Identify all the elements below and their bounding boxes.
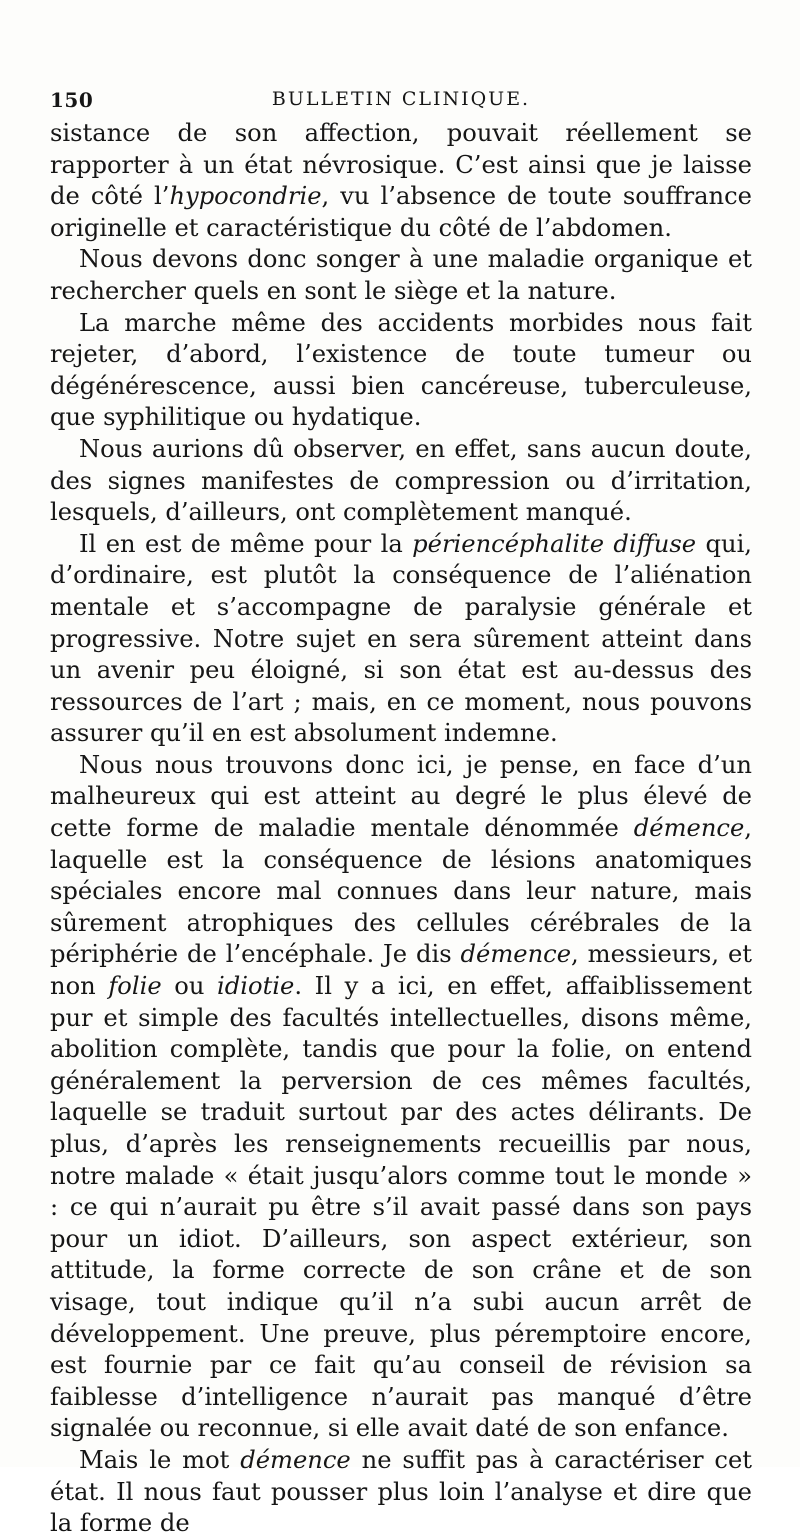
paragraph bbox=[50, 244, 752, 307]
paragraph bbox=[50, 1445, 752, 1540]
paragraph bbox=[50, 118, 752, 244]
paragraph-text: qui, d’ordinaire, est plutôt la conséquence de l’aliénation mentale et s’accompagne de paralysie générale et progressive. Notre sujet en sera sûrement atteint dans un avenir peu éloigné, si son état est au-dessus des ressources de l’art ; mais, en ce moment, nous pouvons assurer qu’il en est absolument indemne. bbox=[50, 529, 752, 748]
paragraph-text: Nous nous trouvons donc ici, je pense, en face d’un malheureux qui est atteint au degré le plus élevé de cette forme de maladie mentale dénommée bbox=[50, 750, 752, 843]
paragraph-text: Nous aurions dû observer, en effet, sans aucun doute, des signes manifestes de compression ou d’irritation, lesquels, d’ailleurs, ont complètement manqué. bbox=[50, 434, 752, 527]
running-title: BULLETIN CLINIQUE. bbox=[271, 88, 531, 110]
page-header bbox=[50, 88, 752, 114]
emphasized-term: hypocondrie bbox=[169, 182, 322, 211]
emphasized-term: démence bbox=[460, 940, 572, 969]
paragraph-text: Nous devons donc songer à une maladie organique et rechercher quels en sont le siège et la nature. bbox=[50, 245, 752, 305]
emphasized-term: démence bbox=[633, 814, 745, 843]
body-text bbox=[50, 118, 752, 1540]
paragraph-text: La marche même des accidents morbides nous fait rejeter, d’abord, l’existence de toute tumeur ou dégénérescence, aussi bien cancéreuse, tuberculeuse, que syphilitique ou hydatique. bbox=[50, 308, 752, 432]
paragraph-text: , laquelle est la conséquence de lésions anatomiques spéciales encore mal connues dans leur nature, mais sûrement atrophiques des cellules cérébrales de la périphérie de l’encéphale. Je dis bbox=[50, 814, 752, 969]
paragraph bbox=[50, 529, 752, 750]
page-number: 150 bbox=[50, 88, 94, 112]
paragraph-text: ne suffit pas à caractériser cet état. Il nous faut pousser plus loin l’analyse et dire que la forme de bbox=[50, 1445, 752, 1538]
emphasized-term: périencéphalite diffuse bbox=[412, 529, 697, 558]
emphasized-term: folie bbox=[108, 972, 162, 1001]
paragraph-text: , vu l’absence de toute souffrance originelle et caractéristique du côté de l’abdomen. bbox=[50, 182, 752, 242]
paragraph bbox=[50, 750, 752, 1445]
paragraph bbox=[50, 308, 752, 434]
paragraph-text: Il en est de même pour la bbox=[79, 529, 413, 558]
paragraph bbox=[50, 434, 752, 529]
paragraph-text: ou bbox=[161, 972, 218, 1001]
paragraph-text: , messieurs, et non bbox=[50, 940, 752, 1001]
paragraph-text: . Il y a ici, en effet, affaiblissement pur et simple des facultés intellectuelles, disons même, abolition complète, tandis que pour la folie, on entend généralement la perversion de ces mêmes facultés, laquelle se traduit surtout par des actes délirants. De plus, d’après les renseignements recueillis par nous, notre malade « était jusqu’alors comme tout le monde » : ce qui n’aurait pu être s’il avait passé dans son pays pour un idiot. D’ailleurs, son aspect extérieur, son attitude, la forme correcte de son crâne et de son visage, tout indique qu’il n’a subi aucun arrêt de développement. Une preuve, plus péremptoire encore, est fournie par ce fait qu’au conseil de révision sa faiblesse d’intelligence n’aurait pas manqué d’être signalée ou reconnue, si elle avait daté de son enfance. bbox=[50, 972, 752, 1443]
emphasized-term: démence bbox=[240, 1445, 351, 1474]
emphasized-term: idiotie bbox=[217, 972, 295, 1001]
paragraph-text: sistance de son affection, pouvait réellement se rapporter à un état névrosique. C’est ainsi que je laisse de côté l’ bbox=[50, 119, 752, 211]
paragraph-text: Mais le mot bbox=[79, 1445, 241, 1474]
